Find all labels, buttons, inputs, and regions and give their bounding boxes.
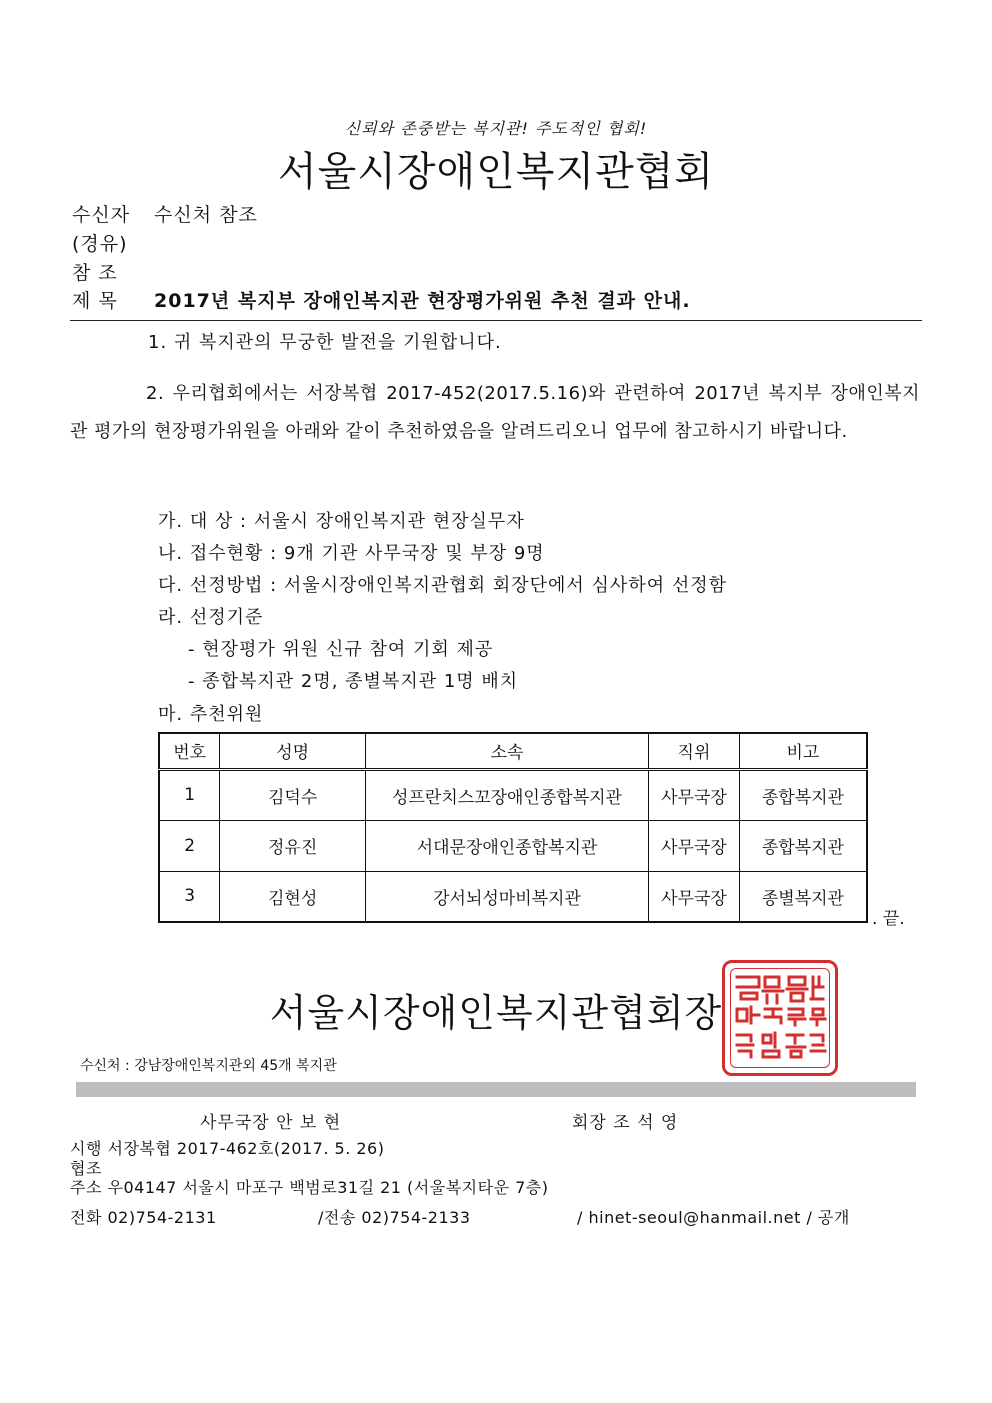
criteria-2: - 종합복지관 2명, 종별복지관 1명 배치 [188, 671, 519, 692]
end-mark: . 끝. [872, 909, 905, 929]
cell-number: 1 [159, 769, 220, 820]
cell-name: 김덕수 [220, 769, 366, 820]
item-recommended: 마. 추천위원 [158, 704, 264, 725]
recipient-row [72, 200, 258, 227]
footer-address: 주소 우04147 서울시 마포구 백범로31길 21 (서울복지타운 7층) [70, 1178, 549, 1197]
footer-fax: /전송 02)754-2133 [318, 1208, 471, 1227]
header-note: 비고 [739, 733, 867, 769]
criteria-1: - 현장평가 위원 신규 참여 기회 제공 [188, 639, 494, 660]
via-label: (경유) [72, 233, 128, 255]
seal-glyphs [725, 963, 835, 1073]
slogan: 신뢰와 존중받는 복지관! 주도적인 협회! [344, 119, 648, 138]
header-position: 직위 [649, 733, 740, 769]
table-row [159, 820, 867, 871]
header-number: 번호 [159, 733, 220, 769]
cell-affiliation: 강서뇌성마비복지관 [365, 871, 648, 922]
paragraph-1: 1. 귀 복지관의 무궁한 발전을 기원합니다. [148, 332, 502, 353]
recipients-line: 수신처 : 강남장애인복지관외 45개 복지관 [80, 1058, 337, 1074]
reference-row [72, 258, 118, 285]
recipient-label: 수신자 [72, 204, 131, 226]
cell-name: 정유진 [220, 820, 366, 871]
table-header-row [159, 733, 867, 769]
recommendation-table [158, 732, 868, 923]
subject-text: 2017년 복지부 장애인복지관 현장평가위원 추천 결과 안내. [154, 290, 691, 312]
footer-cooperation: 협조 [70, 1159, 102, 1178]
item-method: 다. 선정방법 : 서울시장애인복지관협회 회장단에서 심사하여 선정함 [158, 575, 727, 596]
footer-email: / hinet-seoul@hanmail.net / 공개 [577, 1208, 850, 1227]
footer-enforcement: 시행 서장복협 2017-462호(2017. 5. 26) [70, 1139, 385, 1158]
footer-phone: 전화 02)754-2131 [70, 1208, 217, 1227]
table-row [159, 769, 867, 820]
staff-president: 회장 조 석 영 [572, 1113, 679, 1133]
cell-note: 종합복지관 [739, 820, 867, 871]
header-divider [70, 320, 922, 321]
cell-position: 사무국장 [649, 871, 740, 922]
cell-affiliation: 성프란치스꼬장애인종합복지관 [365, 769, 648, 820]
separator-bar [76, 1082, 916, 1097]
cell-note: 종별복지관 [739, 871, 867, 922]
table-row [159, 871, 867, 922]
reference-label: 참 조 [72, 262, 118, 284]
item-target: 가. 대 상 : 서울시 장애인복지관 현장실무자 [158, 511, 525, 532]
header-affiliation: 소속 [365, 733, 648, 769]
cell-position: 사무국장 [649, 769, 740, 820]
cell-number: 2 [159, 820, 220, 871]
subject-row [72, 286, 691, 313]
cell-note: 종합복지관 [739, 769, 867, 820]
item-applications: 나. 접수현황 : 9개 기관 사무국장 및 부장 9명 [158, 543, 545, 564]
cell-name: 김현성 [220, 871, 366, 922]
cell-number: 3 [159, 871, 220, 922]
official-seal-icon [722, 960, 838, 1076]
cell-position: 사무국장 [649, 820, 740, 871]
org-title: 서울시장애인복지관협회 [277, 149, 715, 195]
cell-affiliation: 서대문장애인종합복지관 [365, 820, 648, 871]
subject-label: 제 목 [72, 290, 118, 312]
recipient-value: 수신처 참조 [154, 204, 258, 226]
header-name: 성명 [220, 733, 366, 769]
paragraph-2: 2. 우리협회에서는 서장복협 2017-452(2017.5.16)와 관련하여 2017년 복지부 장애인복지관 평가의 현장평가위원을 아래와 같이 추천하였음을 알려드리오니 업무에 참고하시기 바랍니다. [70, 383, 920, 442]
staff-secretary: 사무국장 안 보 현 [200, 1113, 342, 1133]
item-criteria: 라. 선정기준 [158, 607, 264, 628]
signature-title: 서울시장애인복지관협회장 [269, 991, 723, 1035]
via-row [72, 229, 128, 256]
